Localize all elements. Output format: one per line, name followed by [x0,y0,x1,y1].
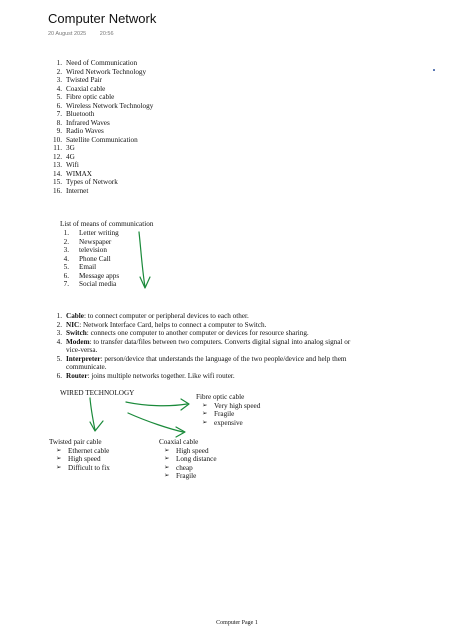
topic-number: 15. [53,178,62,186]
topic-text: Internet [66,186,89,195]
coaxial-text: Fragile [176,472,197,481]
device-number: 1. [56,312,62,320]
fibre-text: Very high speed [214,402,261,410]
means-number: 1. [63,229,69,237]
means-text: Email [79,263,97,271]
topic-text: Bluetooth [66,110,95,118]
topic-text: 4G [66,152,75,161]
device-term: NIC [66,320,80,329]
device-term: Interpreter [66,354,101,363]
means-number: 7. [63,280,69,288]
topic-text: Fibre optic cable [66,93,115,101]
topic-number: 4. [56,84,62,93]
device-term: Modem [66,337,90,346]
topic-text: Wireless Network Technology [66,101,154,110]
device-number: 3. [56,329,62,337]
device-description: : Network Interface Card, helps to connect a computer to Switch. [79,320,267,329]
arrow-bullet-icon: ➢ [56,447,62,454]
topic-number: 11. [53,144,62,152]
means-number: 4. [63,254,69,263]
topic-text: WIMAX [66,169,92,178]
arrow-bullet-icon: ➢ [202,418,208,426]
arrow-bullet-icon: ➢ [164,455,170,463]
topic-number: 3. [56,76,62,84]
arrow-bullet-icon: ➢ [202,402,208,409]
topic-text: Types of Network [66,178,118,186]
topic-text: Infrared Waves [66,118,110,127]
means-number: 6. [63,271,69,280]
topic-number: 10. [53,135,62,144]
wired-heading: WIRED TECHNOLOGY [60,389,135,397]
twisted-arrow-head [90,421,103,431]
page-time: 20:56 [99,31,114,37]
device-number: 2. [56,320,62,329]
topic-number: 5. [56,93,62,101]
topic-number: 12. [53,152,62,161]
device-description: : person/device that understands the language of the two people/device and help them communicate. [66,354,347,371]
page-footer: Computer Page 1 [216,620,258,626]
twisted-text: High speed [68,455,101,464]
twisted-text: Ethernet cable [68,447,110,455]
page-title: Computer Network [48,11,157,26]
means-text: Phone Call [79,254,111,263]
arrow-bullet-icon: ➢ [164,472,170,480]
topic-number: 6. [56,101,62,110]
topic-number: 14. [53,169,62,178]
means-heading: List of means of communication [60,220,154,228]
fibre-label: Fibre optic cable [196,393,245,401]
topic-text: Radio Waves [66,127,104,135]
coaxial-label: Coaxial cable [159,438,199,446]
arrow-bullet-icon: ➢ [202,410,208,418]
device-description: : to connect computer or peripheral devices to each other. [83,312,249,320]
coaxial-text: Long distance [176,455,217,464]
page-date: 20 August 2025 [48,31,87,37]
topic-number: 8. [56,118,62,127]
device-number: 6. [56,371,62,380]
twisted-arrow-stroke [90,398,95,430]
coaxial-arrow-stroke [128,413,183,432]
topic-number: 7. [56,110,62,118]
topic-number: 9. [56,127,62,135]
topic-number: 13. [53,161,62,169]
fibre-arrow-stroke [126,402,187,406]
topic-text: Coaxial cable [66,84,106,93]
fibre-text: Fragile [214,410,235,419]
topic-text: Wifi [66,161,79,169]
coaxial-text: High speed [176,447,209,455]
topic-number: 2. [56,67,62,76]
means-number: 3. [63,246,69,254]
means-arrow-stroke [139,232,145,287]
device-term: Cable [66,312,84,320]
topic-text: Twisted Pair [66,76,103,84]
means-text: Social media [79,280,117,288]
device-number: 5. [56,354,62,363]
means-text: Message apps [79,271,120,280]
means-text: television [79,246,107,254]
means-number: 5. [63,263,69,271]
arrow-bullet-icon: ➢ [56,455,62,463]
topic-text: Wired Network Technology [66,67,147,76]
arrow-bullet-icon: ➢ [56,463,62,471]
topic-text: Satellite Communication [66,135,138,144]
coaxial-text: cheap [176,463,193,472]
device-term: Router [66,371,88,380]
means-text: Newspaper [79,237,112,246]
twisted-text: Difficult to fix [68,463,110,472]
fibre-text: expensive [214,418,243,427]
topic-number: 16. [53,186,62,195]
topic-text: Need of Communication [66,59,138,67]
means-number: 2. [63,237,69,246]
twisted-label: Twisted pair cable [49,438,102,446]
device-number: 4. [56,337,62,346]
device-description: : to transfer data/files between two computers. Converts digital signal into analog signal or vice-versa. [66,337,351,354]
device-description: : joins multiple networks together. Like wifi router. [87,371,235,380]
topic-text: 3G [66,144,75,152]
device-description: : connects one computer to another computer or devices for resource sharing. [86,329,309,337]
device-term: Switch [66,329,87,337]
means-text: Letter writing [79,229,119,237]
arrow-bullet-icon: ➢ [164,463,170,471]
arrow-bullet-icon: ➢ [164,447,170,454]
topic-number: 1. [56,59,62,67]
